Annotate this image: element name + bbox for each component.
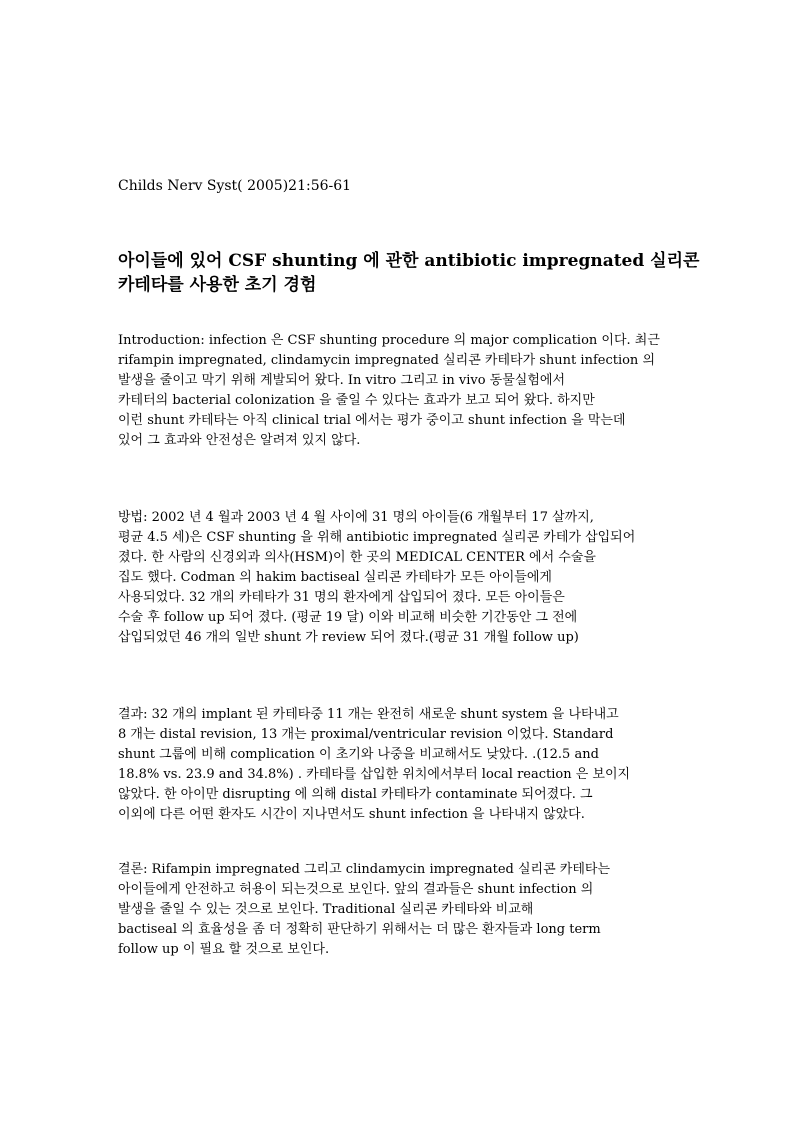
text-line: 8 개는 distal revision, 13 개는 proximal/ventricular revision 이었다. Standard <box>118 727 614 742</box>
text-line: 삽입되었던 46 개의 일반 shunt 가 review 되어 졌다.(평균 31 개월 follow up) <box>118 630 579 645</box>
text-line: bactiseal 의 효율성을 좀 더 정확히 판단하기 위해서는 더 많은 환자들과 long term <box>118 922 601 937</box>
results-paragraph <box>118 705 678 825</box>
text-line: 있어 그 효과와 안전성은 알려져 있지 않다. <box>118 433 361 448</box>
text-line: 이런 shunt 카테타는 아직 clinical trial 에서는 평가 중이고 shunt infection 을 막는데 <box>118 413 626 428</box>
text-line: 집도 했다. Codman 의 hakim bactiseal 실리콘 카테타가 모든 아이들에게 <box>118 570 552 585</box>
text-line: rifampin impregnated, clindamycin impregnated 실리콘 카테타가 shunt infection 의 <box>118 353 655 368</box>
text-line: 발생을 줄일 수 있는 것으로 보인다. Traditional 실리콘 카테타와 비교해 <box>118 902 534 917</box>
introduction-paragraph <box>118 331 678 451</box>
text-line: 않았다. 한 아이만 disrupting 에 의해 distal 카테타가 contaminate 되어졌다. 그 <box>118 787 593 802</box>
text-line: 발생을 줄이고 막기 위해 계발되어 왔다. In vitro 그리고 in vivo 동물실험에서 <box>118 373 566 388</box>
conclusion-paragraph <box>118 860 678 960</box>
text-line: 방법: 2002 년 4 월과 2003 년 4 월 사이에 31 명의 아이들(6 개월부터 17 살까지, <box>118 510 594 525</box>
text-line: 졌다. 한 사람의 신경외과 의사(HSM)이 한 곳의 MEDICAL CENTER 에서 수술을 <box>118 550 596 565</box>
text-line: follow up 이 필요 할 것으로 보인다. <box>118 942 330 957</box>
text-line: 이외에 다른 어떤 환자도 시간이 지나면서도 shunt infection 을 나타내지 않았다. <box>118 807 585 822</box>
text-line: 결과: 32 개의 implant 된 카테타중 11 개는 완전히 새로운 shunt system 을 나타내고 <box>118 707 619 722</box>
text-line: 사용되었다. 32 개의 카테타가 31 명의 환자에게 삽입되어 졌다. 모든 아이들은 <box>118 590 565 605</box>
title-line: 아이들에 있어 CSF shunting 에 관한 antibiotic impregnated 실리콘 <box>118 251 700 271</box>
methods-paragraph <box>118 508 678 648</box>
text-line: 카테터의 bacterial colonization 을 줄일 수 있다는 효과가 보고 되어 왔다. 하지만 <box>118 393 595 408</box>
text-line: 18.8% vs. 23.9 and 34.8%) . 카테타를 삽입한 위치에서부터 local reaction 은 보이지 <box>118 767 631 782</box>
text-line: 평균 4.5 세)은 CSF shunting 을 위해 antibiotic impregnated 실리콘 카테가 삽입되어 <box>118 530 636 545</box>
text-line: shunt 그룹에 비해 complication 이 초기와 나중을 비교해서도 낮았다. .(12.5 and <box>118 747 599 762</box>
journal-citation: Childs Nerv Syst( 2005)21:56-61 <box>118 178 352 194</box>
text-line: 아이들에게 안전하고 허용이 되는것으로 보인다. 앞의 결과들은 shunt infection 의 <box>118 882 594 897</box>
title-line: 카테타를 사용한 초기 경험 <box>118 275 317 295</box>
document-title <box>118 249 700 297</box>
text-line: 수술 후 follow up 되어 졌다. (평균 19 달) 이와 비교해 비슷한 기간동안 그 전에 <box>118 610 578 625</box>
text-line: 결론: Rifampin impregnated 그리고 clindamycin impregnated 실리콘 카테타는 <box>118 862 611 877</box>
text-line: Introduction: infection 은 CSF shunting procedure 의 major complication 이다. 최근 <box>118 333 660 348</box>
